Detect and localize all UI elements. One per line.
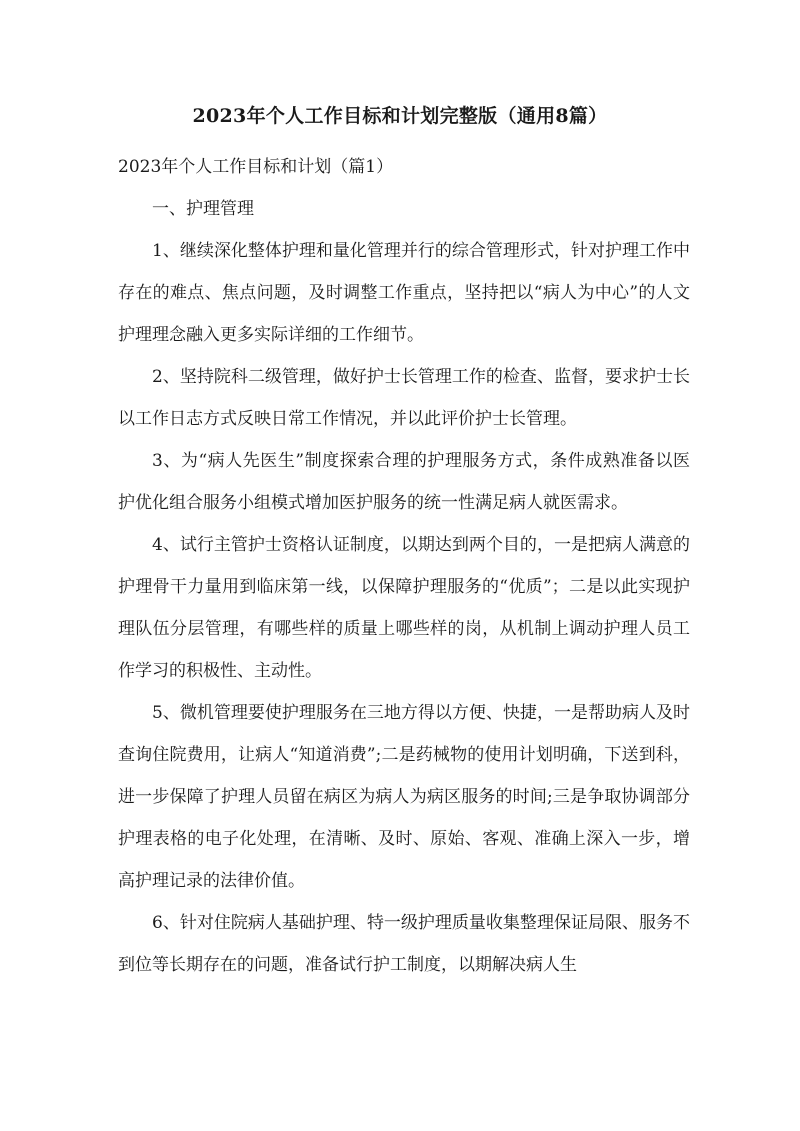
paragraph-6: 6、针对住院病人基础护理、特一级护理质量收集整理保证局限、服务不到位等长期存在的问题，准备试行护工制度，以期解决病人生 <box>118 913 690 975</box>
paragraph-1: 1、继续深化整体护理和量化管理并行的综合管理形式，针对护理工作中存在的难点、焦点问题，及时调整工作重点，坚持把以“病人为中心”的人文护理理念融入更多实际详细的工作细节。 <box>118 241 690 345</box>
document-title: 2023年个人工作目标和计划完整版（通用8篇） <box>192 105 608 127</box>
section-heading: 一、护理管理 <box>152 199 254 219</box>
paragraph-5: 5、微机管理要使护理服务在三地方得以方便、快捷，一是帮助病人及时查询住院费用，让病人“知道消费”;二是药械物的使用计划明确，下送到科，进一步保障了护理人员留在病区为病人为病区服务的时间;三是争取协调部分护理表格的电子化处理，在清晰、及时、原始、客观、准确上深入一步，增高护理记录的法律价值。 <box>118 703 690 891</box>
paragraph-2: 2、坚持院科二级管理，做好护士长管理工作的检查、监督，要求护士长以工作日志方式反映日常工作情况，并以此评价护士长管理。 <box>118 367 690 429</box>
section-subtitle: 2023年个人工作目标和计划（篇1） <box>118 157 394 177</box>
paragraph-3: 3、为“病人先医生”制度探索合理的护理服务方式，条件成熟准备以医护优化组合服务小组模式增加医护服务的统一性满足病人就医需求。 <box>118 451 690 513</box>
paragraph-4: 4、试行主管护士资格认证制度，以期达到两个目的，一是把病人满意的护理骨干力量用到临床第一线，以保障护理服务的“优质”；二是以此实现护理队伍分层管理，有哪些样的质量上哪些样的岗，从机制上调动护理人员工作学习的积极性、主动性。 <box>118 535 690 681</box>
document-body <box>118 146 690 986</box>
